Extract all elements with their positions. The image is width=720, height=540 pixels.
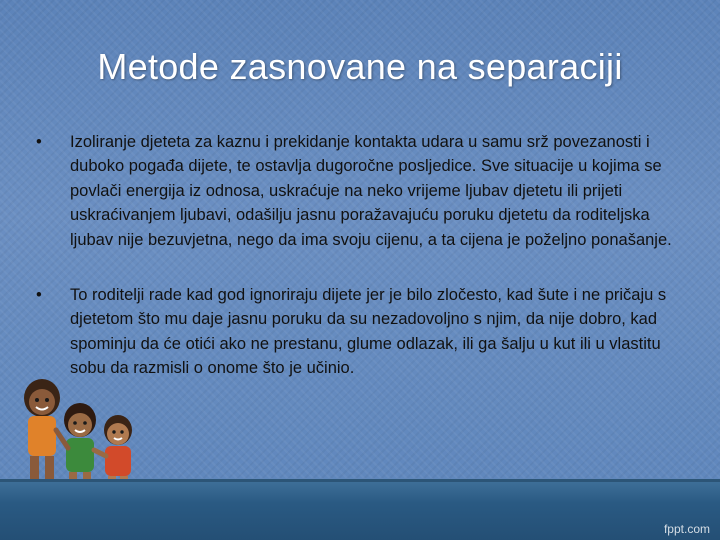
bullet-text: To roditelji rade kad god ignoriraju dijete jer je bilo zločesto, kad šute i ne pričaju s djetetom što mu daje jasnu poruku da su nezadovoljno s njim, da nije dobro, kad spominju da će otići ako ne prestanu, glume odlazak, ili ga šalju u kut ili u vlastitu sobu da razmisli o onome što je učinio. xyxy=(70,286,667,378)
watermark: fppt.com xyxy=(663,522,710,536)
bullet-item xyxy=(30,283,690,381)
bullet-marker: • xyxy=(36,133,42,151)
slide-title: Metode zasnovane na separaciji xyxy=(97,46,623,87)
bullet-list xyxy=(30,130,690,381)
bullet-marker: • xyxy=(36,286,42,305)
bullet-text: Izoliranje djeteta za kaznu i prekidanje kontakta udara u samu srž povezanosti i duboko pogađa dijete, te ostavlja dugoročne posljedice. Sve situacije u kojima se povlači energija iz odnosa, uskraćuje na neko vrijeme ljubav djetetu ili prijeti uskraćivanjem ljubavi, odašilju jasnu poražavajuću poruku djetetu da roditeljska ljubav nije bezuvjetna, nego da ima svoju cijenu, a ta cijena je poželjno ponašanje. xyxy=(70,133,672,249)
bullet-item xyxy=(30,130,690,252)
floor-band xyxy=(0,482,720,540)
